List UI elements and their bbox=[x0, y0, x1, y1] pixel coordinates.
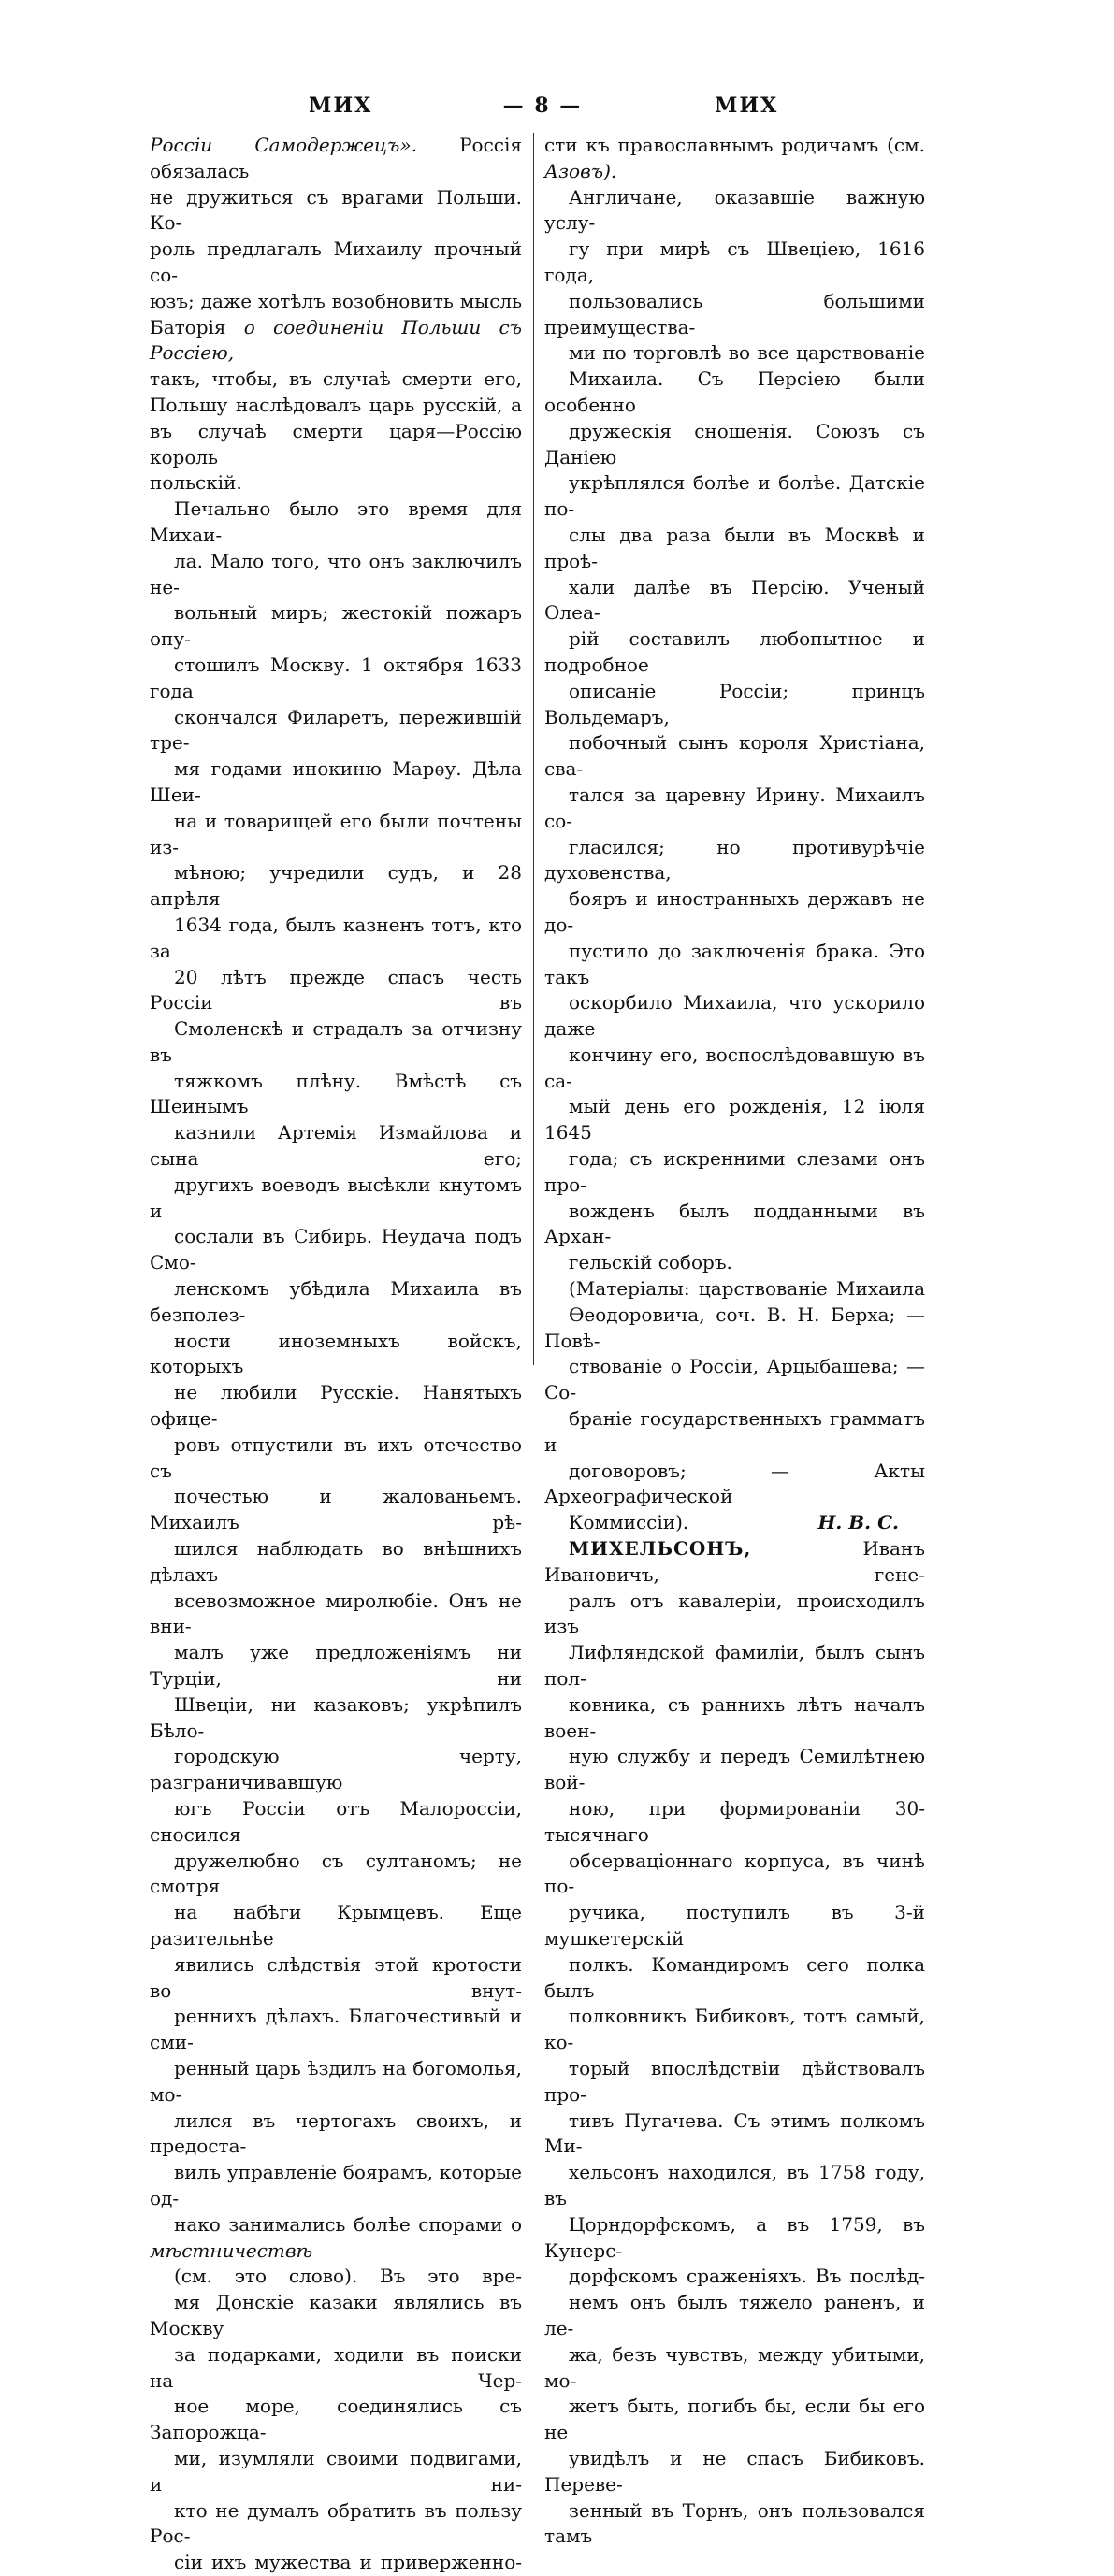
text-line: зенный въ Торнъ, онъ пользовался тамъ bbox=[544, 2498, 925, 2548]
text-line: 1634 года, былъ казненъ тотъ, кто за bbox=[150, 913, 522, 962]
author-signature: Н. В. С. bbox=[817, 1511, 899, 1534]
text-line: ности иноземныхъ войскъ, которыхъ bbox=[150, 1329, 522, 1378]
text-line-italic: Азовъ). bbox=[544, 159, 617, 182]
text-line-italic: мѣстничествѣ bbox=[150, 2238, 313, 2262]
text-line: казнили Артемія Измайлова и сына его; bbox=[150, 1121, 522, 1171]
text-line: вольный миръ; жестокій пожаръ опу- bbox=[150, 601, 522, 651]
running-head-right: МИХ bbox=[715, 94, 779, 118]
text-line: мя Донскіе казаки являлись въ Москву bbox=[150, 2291, 522, 2339]
text-line: договоровъ; — Акты Археографической bbox=[544, 1459, 925, 1508]
text-line: пользовались большими преимущества- bbox=[544, 289, 925, 338]
text-line: дорфскомъ сраженіяхъ. Въ послѣд- bbox=[569, 2265, 925, 2288]
text-line: стошилъ Москву. 1 октября 1633 года bbox=[150, 653, 522, 702]
text-line: ручика, поступилъ въ 3-й мушкетерскій bbox=[544, 1901, 925, 1950]
text-line: немъ онъ былъ тяжело раненъ, и ле- bbox=[544, 2291, 925, 2339]
text-line: реннихъ дѣлахъ. Благочестивый и сми- bbox=[150, 2005, 522, 2054]
text-line: другихъ воеводъ высѣкли кнутомъ и bbox=[150, 1173, 522, 1222]
text-line: Михаила. Съ Персіею были особенно bbox=[544, 367, 925, 416]
right-column bbox=[544, 133, 925, 2550]
running-head-left: МИХ bbox=[309, 94, 373, 118]
text-line: Англичане, оказавшіе важную услу- bbox=[544, 185, 925, 235]
text-fragment: нако занимались болѣе спорами о bbox=[174, 2212, 522, 2236]
text-line: Цорндорфскомъ, а въ 1759, въ Кунерс- bbox=[544, 2212, 925, 2262]
text-line: хали далѣе въ Персію. Ученый Олеа- bbox=[544, 575, 925, 625]
text-line bbox=[544, 1536, 925, 1589]
text-line: явились слѣдствія этой кротости во внут- bbox=[150, 1952, 522, 2002]
text-line: слы два раза были въ Москвѣ и проѣ- bbox=[544, 523, 925, 572]
text-line: полковникъ Бибиковъ, тотъ самый, ко- bbox=[544, 2005, 925, 2054]
text-line: вилъ управленіе боярамъ, которые од- bbox=[150, 2161, 522, 2209]
text-line: дружескія сношенія. Союзъ съ Даніею bbox=[544, 419, 925, 468]
text-line: роль предлагалъ Михаилу прочный со- bbox=[150, 237, 522, 286]
text-line: ствованіе о Россіи, Арцыбашева; — Со- bbox=[544, 1355, 925, 1404]
text-line: Польшу наслѣдовалъ царь русскій, а bbox=[150, 393, 522, 416]
text-line: ровъ отпустили въ ихъ отечество съ bbox=[150, 1432, 522, 1482]
paragraph-foreign-relations bbox=[544, 185, 925, 1276]
text-line: Россіи Самодержецъ». Россія обязалась bbox=[150, 134, 522, 182]
page-number: — 8 — bbox=[502, 94, 583, 118]
text-line: пустило до заключенія брака. Это такъ bbox=[544, 939, 925, 988]
text-line: 20 лѣтъ прежде спасъ честь Россіи въ bbox=[150, 965, 522, 1015]
text-line: ла. Мало того, что онъ заключилъ не- bbox=[150, 549, 522, 598]
entry-headword: МИХЕЛЬСОНЪ, bbox=[569, 1537, 752, 1561]
text-line: за подарками, ходили въ поиски на Чер- bbox=[150, 2342, 522, 2392]
paragraph-continuation bbox=[544, 133, 925, 185]
text-line bbox=[150, 2212, 522, 2265]
text-line: кончину его, воспослѣдовавшую въ са- bbox=[544, 1043, 925, 1092]
text-line: ленскомъ убѣдила Михаила въ безполез- bbox=[150, 1277, 522, 1326]
text-line: польскій. bbox=[150, 471, 242, 495]
text-line: на набѣги Крымцевъ. Еще разительнѣе bbox=[150, 1901, 522, 1950]
text-line: не дружиться съ врагами Польши. Ко- bbox=[150, 185, 522, 235]
text-line: браніе государственныхъ грамматъ и bbox=[544, 1407, 925, 1456]
text-line: обсерваціоннаго корпуса, въ чинѣ по- bbox=[544, 1849, 925, 1898]
paragraph-alliance-poland bbox=[150, 133, 522, 496]
text-line: Лифляндской фамиліи, былъ сынъ пол- bbox=[544, 1641, 925, 1691]
text-line: на и товарищей его были почтены из- bbox=[150, 809, 522, 858]
entry-michelson bbox=[544, 1536, 925, 2550]
text-line: побочный сынъ короля Христіана, сва- bbox=[544, 731, 925, 781]
text-line: торый впослѣдствіи дѣйствовалъ про- bbox=[544, 2056, 925, 2106]
text-line: Печально было это время для Михаи- bbox=[150, 497, 522, 546]
column-divider bbox=[533, 133, 534, 1365]
text-line: жетъ быть, погибъ бы, если бы его не bbox=[544, 2395, 925, 2444]
text-line: гельскій соборъ. bbox=[569, 1251, 732, 1274]
text-line: гласился; но противурѣчіе духовенства, bbox=[544, 835, 925, 885]
text-line: ми, изумляли своими подвигами, и ни- bbox=[150, 2446, 522, 2496]
text-line-italic: о соединеніи Польши съ Россіею, bbox=[150, 315, 523, 365]
text-line: не любили Русскіе. Нанятыхъ офице- bbox=[150, 1381, 522, 1431]
text-line: скончался Филаретъ, пережившій тре- bbox=[150, 705, 522, 755]
text-fragment: Иванъ Ивановичъ, гене- bbox=[544, 1537, 925, 1586]
text-line: хельсонъ находился, въ 1758 году, въ bbox=[544, 2161, 925, 2209]
text-line: Баторія о соединеніи Польши съ Россіею, bbox=[150, 315, 523, 365]
text-line: укрѣплялся болѣе и болѣе. Датскіе по- bbox=[544, 471, 925, 521]
text-line: оскорбило Михаила, что ускорило даже bbox=[544, 991, 925, 1041]
text-line: бояръ и иностранныхъ державъ не до- bbox=[544, 887, 925, 936]
text-line: рій составилъ любопытное и подробное bbox=[544, 627, 925, 676]
text-line: ную службу и передъ Семилѣтнею вой- bbox=[544, 1745, 925, 1794]
text-line: тался за царевну Ирину. Михаилъ со- bbox=[544, 783, 925, 832]
text-line: такъ, чтобы, въ случаѣ смерти его, bbox=[150, 367, 522, 391]
text-line: ною, при формированіи 30-тысячнаго bbox=[544, 1797, 925, 1846]
text-line-italic: Россіи Самодержецъ». bbox=[150, 134, 417, 156]
text-line: года; съ искренними слезами онъ про- bbox=[544, 1147, 925, 1196]
text-line: въ случаѣ смерти царя—Россію король bbox=[150, 419, 522, 468]
text-line: гу при мирѣ съ Швеціею, 1616 года, bbox=[544, 237, 925, 286]
text-line: сіи ихъ мужества и приверженно- bbox=[174, 2551, 522, 2574]
text-line bbox=[544, 1510, 925, 1536]
text-line: шился наблюдать во внѣшнихъ дѣлахъ bbox=[150, 1537, 522, 1586]
text-line: всевозможное миролюбіе. Онъ не вни- bbox=[150, 1589, 522, 1638]
text-line: ренный царь ѣздилъ на богомолья, мо- bbox=[150, 2056, 522, 2106]
text-line: мѣною; учредили судъ, и 28 апрѣля bbox=[150, 861, 522, 911]
paragraph-sources bbox=[544, 1276, 925, 1536]
text-line: юзъ; даже хотѣлъ возобновить мысль bbox=[150, 289, 522, 312]
text-fragment: Коммиссіи). bbox=[569, 1511, 689, 1534]
text-line: жа, безъ чувствъ, между убитыми, мо- bbox=[544, 2342, 925, 2392]
text-line: югъ Россіи отъ Малороссіи, сносился bbox=[150, 1797, 522, 1846]
text-line: мый день его рожденія, 12 іюля 1645 bbox=[544, 1095, 925, 1144]
text-line: малъ уже предложеніямъ ни Турціи, ни bbox=[150, 1641, 522, 1691]
text-line: почестью и жалованьемъ. Михаилъ рѣ- bbox=[150, 1485, 522, 1534]
text-line: тивъ Пугачева. Съ этимъ полкомъ Ми- bbox=[544, 2108, 925, 2158]
text-line: ми по торговлѣ во все царствованіе bbox=[569, 341, 925, 365]
text-line: ралъ отъ кавалеріи, происходилъ изъ bbox=[544, 1589, 925, 1638]
text-line: городскую черту, разграничивавшую bbox=[150, 1745, 522, 1794]
text-line: Швеціи, ни казаковъ; укрѣпилъ Бѣло- bbox=[150, 1692, 522, 1742]
text-line: описаніе Россіи; принцъ Вольдемаръ, bbox=[544, 679, 925, 728]
text-line: (см. это слово). Въ это вре- bbox=[174, 2265, 522, 2288]
text-line: сослали въ Сибирь. Неудача подъ Смо- bbox=[150, 1225, 522, 1274]
text-line: кто не думалъ обратить въ пользу Рос- bbox=[150, 2498, 522, 2548]
left-column bbox=[150, 133, 522, 2576]
text-line: ковника, съ раннихъ лѣтъ началъ воен- bbox=[544, 1692, 925, 1742]
text-line: вожденъ былъ подданными въ Архан- bbox=[544, 1199, 925, 1248]
text-line: увидѣлъ и не спасъ Бибиковъ. Переве- bbox=[544, 2446, 925, 2496]
text-line: дружелюбно съ султаномъ; не смотря bbox=[150, 1849, 522, 1898]
text-line: ное море, соединялись съ Запорожца- bbox=[150, 2395, 522, 2444]
text-line: Смоленскѣ и страдалъ за отчизну въ bbox=[150, 1017, 522, 1066]
text-line: мя годами инокиню Марѳу. Дѣла Шеи- bbox=[150, 757, 522, 806]
paragraph-sad-time bbox=[150, 496, 522, 2576]
text-line: полкъ. Командиромъ сего полка былъ bbox=[544, 1952, 925, 2002]
text-line: лился въ чертогахъ своихъ, и предоста- bbox=[150, 2108, 522, 2158]
text-line: Ѳеодоровича, соч. В. Н. Берха; — Повѣ- bbox=[544, 1302, 925, 1352]
text-line: сти къ православнымъ родичамъ (см. bbox=[544, 134, 925, 156]
text-line: тяжкомъ плѣну. Вмѣстѣ съ Шеинымъ bbox=[150, 1069, 522, 1118]
text-line: (Матеріалы: царствованіе Михаила bbox=[569, 1277, 925, 1301]
